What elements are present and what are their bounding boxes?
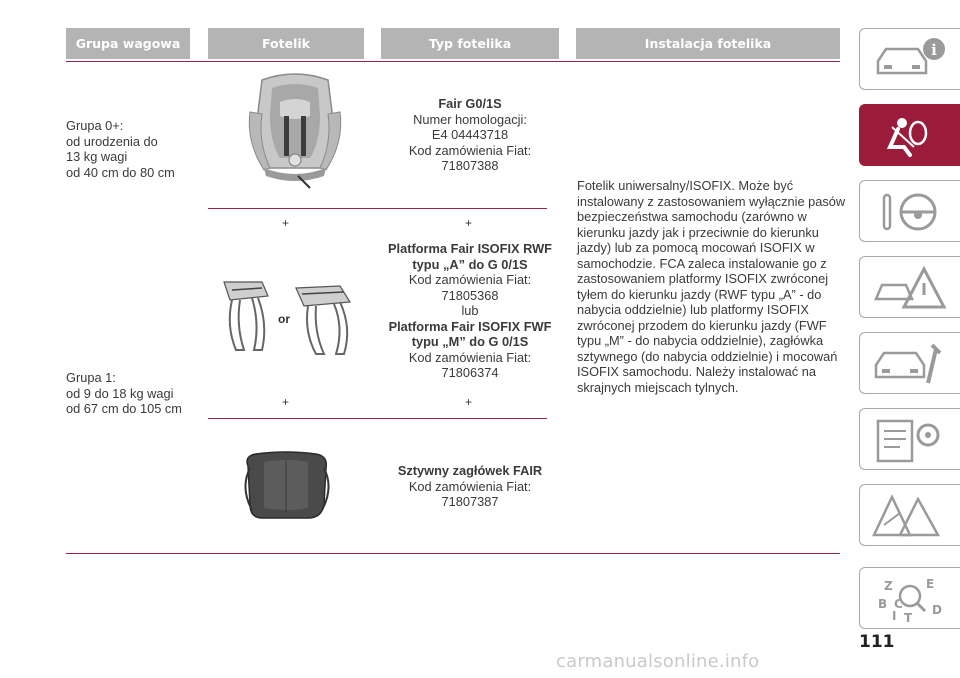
- headrest-image: [238, 448, 334, 524]
- warning-triangle-icon: [870, 263, 950, 313]
- sidebar-tab-index[interactable]: [859, 484, 960, 546]
- plus-sign: +: [282, 216, 290, 230]
- header-seat: Fotelik: [208, 28, 364, 59]
- svg-text:D: D: [932, 603, 942, 617]
- svg-text:i: i: [931, 41, 937, 59]
- row-divider-1: [208, 208, 547, 209]
- sidebar-tab-controls[interactable]: [859, 180, 960, 242]
- sidebar-tab-tech-data[interactable]: [859, 408, 960, 470]
- page-number: 111: [859, 632, 895, 652]
- group-0-text: Grupa 0+: od urodzenia do 13 kg wagi od 40 cm do 80 cm: [66, 118, 175, 180]
- car-seat-image: [240, 72, 350, 192]
- isofix-platform-fwf-image: [290, 282, 356, 358]
- installation-text: Fotelik uniwersalny/ISOFIX. Może być instalowany z zastosowaniem wyłącznie pasów bezpieczeństwa samochodu (zarówno w kierunku jazdy jak i przeciwnie do kierunku jazdy) lub za pomocą mocowań ISOFIX w samochodzie. FCA zaleca instalowanie go z zastosowaniem platformy ISOFIX zwróconej tyłem do kierunku jazdy (RWF typu „A” - do nabycia oddzielnie) lub platformy ISOFIX zwróconej przodem do kierunku jazdy (FWF typu „M” - do nabycia oddzielnie), zagłówka sztywnego (do nabycia oddzielnie) i mocowań ISOFIX samochodu. Należy instalować na skrajnych miejscach tylnych.: [577, 178, 846, 395]
- header-seat-type: Typ fotelika: [381, 28, 559, 59]
- seat-fair-g01s-text: Fair G0/1S Numer homologacji: E4 04443718 Kod zamówienia Fiat: 71807388: [408, 96, 532, 173]
- sidebar-tab-warning[interactable]: [859, 256, 960, 318]
- index-icon: [870, 491, 950, 541]
- headrest-text: Sztywny zagłówek FAIR Kod zamówienia Fiat: 71807387: [397, 463, 543, 509]
- svg-text:E: E: [926, 577, 935, 591]
- watermark: carmanualsonline.info: [556, 651, 760, 672]
- table-bottom-rule: [66, 553, 840, 554]
- airbag-safety-icon: [870, 111, 950, 161]
- dashboard-controls-icon: [870, 187, 950, 237]
- sidebar-tab-safety[interactable]: [859, 104, 960, 166]
- table-top-rule: [66, 61, 840, 62]
- car-service-icon: [870, 339, 950, 389]
- svg-text:B: B: [878, 597, 888, 611]
- group-1-text: Grupa 1: od 9 do 18 kg wagi od 67 cm do 105 cm: [66, 370, 182, 416]
- svg-text:Z: Z: [884, 579, 893, 593]
- sidebar-tab-service[interactable]: [859, 332, 960, 394]
- tech-data-icon: [870, 415, 950, 465]
- svg-text:C: C: [894, 597, 903, 611]
- header-weight-group: Grupa wagowa: [66, 28, 190, 59]
- plus-sign: +: [282, 395, 290, 409]
- sidebar-tab-alphabetical-index[interactable]: [859, 567, 960, 629]
- or-label: or: [278, 312, 290, 326]
- svg-text:T: T: [904, 611, 913, 624]
- car-info-icon: [870, 35, 950, 85]
- alphabetical-index-icon: [870, 574, 950, 624]
- isofix-platform-rwf-image: [218, 276, 278, 356]
- plus-sign: +: [465, 395, 473, 409]
- header-installation: Instalacja fotelika: [576, 28, 840, 59]
- isofix-platform-text: Platforma Fair ISOFIX RWF typu „A” do G 0/1S Kod zamówienia Fiat: 71805368 lub Platforma Fair ISOFIX FWF typu „M” do G 0/1S Kod zamówienia Fiat: 71806374: [387, 241, 553, 380]
- plus-sign: +: [465, 216, 473, 230]
- row-divider-2: [208, 418, 547, 419]
- sidebar-tab-car-info[interactable]: [859, 28, 960, 90]
- svg-text:I: I: [892, 609, 897, 623]
